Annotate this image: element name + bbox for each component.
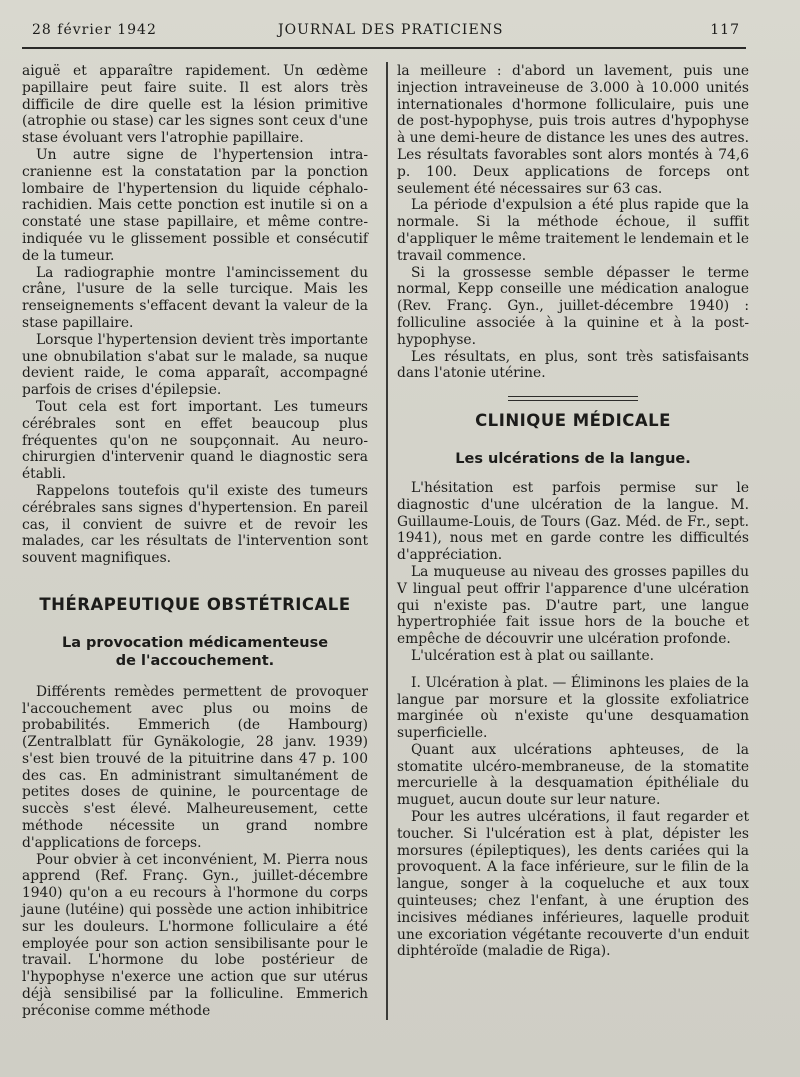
paragraph: La muqueuse au niveau des grosses papilles du V lingual peut offrir l'apparence d'une ulcération qui n'existe pas. D'autre part, une langue hypertrophiée fait issue hors de la bouche et empêche de découvrir une ulcération profonde. (397, 563, 749, 648)
paragraph: Différents remèdes permettent de provoquer l'accouchement avec plus ou moins de probabilités. Emmerich (de Hambourg) (Zentralblatt für Gynäkologie, 28 janv. 1939) s'est bien trouvé de la pituitrine dans 47 p. 100 des cas. En administrant simultanément de petites doses de quinine, le pourcentage de succès s'est élevé. Malheureusement, cette méthode nécessite un grand nombre d'applications de forceps. (22, 683, 368, 851)
paragraph: Pour obvier à cet inconvénient, M. Pierra nous apprend (Ref. Franç. Gyn., juillet-décembre 1940) qu'on a eu recours à l'hormone du corps jaune (lutéine) qui possède une action inhibitrice sur les douleurs. L'hormone folliculaire a été employée pour son action sensibilisante pour le travail. L'hormone du lobe postérieur de l'hypophyse n'exerce une action que sur utérus déjà sensibilisé par la folliculine. Emmerich préconise comme méthode (22, 851, 368, 1019)
paragraph: Pour les autres ulcérations, il faut regarder et toucher. Si l'ulcération est à plat, dépister les morsures (épileptiques), les dents cariées qui la provoquent. A la face inférieure, sur le filin de la langue, songer à la coqueluche et aux toux quinteuses; chez l'enfant, à une éruption des incisives médianes inférieures, laquelle produit une excoriation végétante recouverte d'un enduit diphtéroïde (maladie de Riga). (397, 809, 749, 960)
paragraph: L'hésitation est parfois permise sur le diagnostic d'une ulcération de la langue. M. Guillaume-Louis, de Tours (Gaz. Méd. de Fr., sept. 1941), nous met en garde contre les difficultés d'appréciation. (397, 479, 749, 564)
column-divider (386, 62, 388, 1020)
paragraph: Lorsque l'hypertension devient très importante une obnubilation s'abat sur le malade, sa nuque devient raide, le coma apparaît, accompagné parfois de crises d'épilepsie. (22, 331, 368, 399)
paragraph: Les résultats, en plus, sont très satisfaisants dans l'atonie utérine. (397, 348, 749, 382)
left-column (22, 63, 368, 1020)
paragraph: La période d'expulsion a été plus rapide que la normale. Si la méthode échoue, il suffit d'appliquer le même traitement le lendemain et le travail commence. (397, 197, 749, 264)
paragraph: L'ulcération est à plat ou saillante. (411, 647, 655, 664)
section-title-clinique: CLINIQUE MÉDICALE (475, 411, 671, 431)
paragraph: La radiographie montre l'amincissement du crâne, l'usure de la selle turcique. Mais les renseignements s'effacent devant la valeur de la stase papillaire. (22, 264, 368, 331)
paragraph: Rappelons toutefois qu'il existe des tumeurs cérébrales sans signes d'hypertension. En pareil cas, il convient de suivre et de revoir les malades, car les résultats de l'intervention sont souvent magnifiques. (22, 482, 368, 567)
paragraph: I. Ulcération à plat. — Éliminons les plaies de la langue par morsure et la glossite exfoliatrice marginée où n'existe qu'une desquamation superficielle. (397, 674, 749, 742)
article-title-line1: La provocation médicamenteuse (61, 634, 329, 651)
paragraph: Si la grossesse semble dépasser le terme normal, Kepp conseille une médication analogue (Rev. Franç. Gyn., juillet-décembre 1940) : folliculine associée à la quinine et à la post-hypophyse. (397, 264, 749, 348)
paragraph: aiguë et apparaître rapidement. Un œdème papillaire peut faire suite. Il est alors très difficile de dire quelle est la lésion primitive (atrophie ou stase) car les signes sont ceux d'une stase évoluant vers l'atrophie papillaire. (22, 63, 368, 147)
article-title-ulcerations: Les ulcérations de la langue. (455, 450, 691, 467)
paragraph: la meilleure : d'abord un lavement, puis une injection intraveineuse de 3.000 à 10.000 unités internationales d'hormone folliculaire, puis une de post-hypophyse, puis trois autres d'hypophyse à une demi-heure de distance les unes des autres. Les résultats favorables sont alors montés à 74,6 p. 100. Deux applications de forceps ont seulement été nécessaires sur 63 cas. (397, 63, 749, 197)
header-date: 28 février 1942 (32, 22, 157, 38)
right-column (397, 63, 749, 960)
header-page-number: 117 (710, 22, 740, 38)
paragraph: Quant aux ulcérations aphteuses, de la stomatite ulcéro-membraneuse, de la stomatite mercurielle à la desquamation épithéliale du muguet, aucun doute sur leur nature. (397, 741, 749, 809)
running-header (32, 16, 740, 46)
header-rule (22, 47, 746, 49)
article-title-line2: de l'accouchement. (115, 652, 275, 669)
paragraph: Tout cela est fort important. Les tumeurs cérébrales sont en effet beaucoup plus fréquentes qu'on ne soupçonnait. Au neuro-chirurgien d'intervenir quand le diagnostic sera établi. (22, 398, 368, 483)
section-title-therapeutique: THÉRAPEUTIQUE OBSTÉTRICALE (39, 594, 351, 614)
paragraph: Un autre signe de l'hypertension intra-cranienne est la constatation par la ponction lombaire de l'hypertension du liquide céphalo-rachidien. Mais cette ponction est inutile si on a constaté une stase papillaire, et même contre-indiquée vu le glissement possible et consécutif de la tumeur. (22, 146, 368, 264)
header-journal-title: JOURNAL DES PRATICIENS (278, 22, 504, 38)
